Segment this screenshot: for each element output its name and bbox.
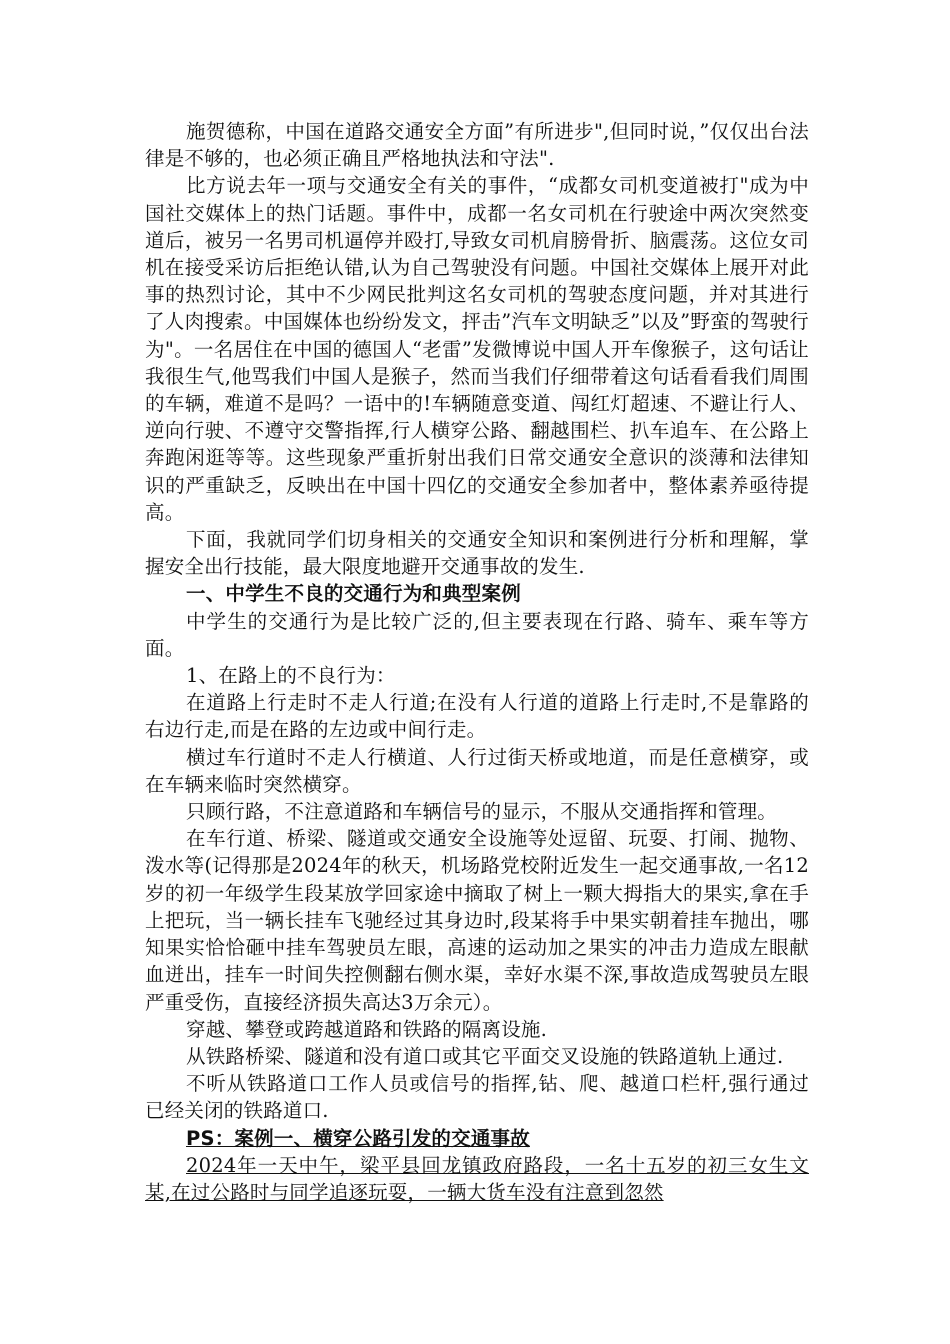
paragraph-crossing: 横过车行道时不走人行横道、人行过街天桥或地道，而是任意横穿，或在车辆来临时突然横穿。 <box>145 745 809 796</box>
paragraph-railway-crossing: 不听从铁路道口工作人员或信号的指挥,钻、爬、越道口栏杆,强行通过已经关闭的铁路道口. <box>145 1072 809 1123</box>
paragraph-signals: 只顾行路，不注意道路和车辆信号的显示，不服从交通指挥和管理。 <box>186 800 778 824</box>
paragraph-intro-quote: 施贺德称，中国在道路交通安全方面”有所进步",但同时说，”仅仅出台法律是不够的，也必须正确且严格地执法和守法". <box>145 120 809 171</box>
paragraph-transition: 下面，我就同学们切身相关的交通安全知识和案例进行分析和理解，掌握安全出行技能，最大限度地避开交通事故的发生. <box>145 528 809 579</box>
case-heading: PS：案例一、横穿公路引发的交通事故 <box>186 1126 530 1150</box>
paragraph-barriers: 穿越、攀登或跨越道路和铁路的隔离设施. <box>186 1017 547 1041</box>
paragraph-chengdu-incident: 比方说去年一项与交通安全有关的事件，“成都女司机变道被打"成为中国社交媒体上的热门话题。事件中，成都一名女司机在行驶途中两次突然变道后，被另一名男司机逼停并殴打,导致女司机肩膀骨折、脑震荡。这位女司机在接受采访后拒绝认错,认为自己驾驶没有问题。中国社交媒体上展开对此事的热烈讨论，其中不少网民批判这名女司机的驾驶态度问题，并对其进行了人肉搜索。中国媒体也纷纷发文，抨击”汽车文明缺乏”以及”野蛮的驾驶行为"。一名居住在中国的德国人“老雷”发微博说中国人开车像猴子，这句话让我很生气,他骂我们中国人是猴子，然而当我们仔细带着这句话看看我们周围的车辆，难道不是吗？一语中的!车辆随意变道、闯红灯超速、不避让行人、逆向行驶、不遵守交警指挥,行人横穿公路、翻越围栏、扒车追车、在公路上奔跑闲逛等等。这些现象严重折射出我们日常交通安全意识的淡薄和法律知识的严重缺乏，反映出在中国十四亿的交通安全参加者中，整体素养亟待提高。 <box>145 174 809 524</box>
paragraph-sidewalk: 在道路上行走时不走人行道;在没有人行道的道路上行走时,不是靠路的右边行走,而是在路的左边或中间行走。 <box>145 691 809 742</box>
paragraph-railway-track: 从铁路桥梁、隧道和没有道口或其它平面交叉设施的铁路道轨上通过. <box>186 1044 784 1068</box>
section-heading: 一、中学生不良的交通行为和典型案例 <box>186 582 521 606</box>
paragraph-student-behavior: 中学生的交通行为是比较广泛的,但主要表现在行路、骑车、乘车等方面。 <box>145 609 809 660</box>
paragraph-playing-on-road: 在车行道、桥梁、隧道或交通安全设施等处逗留、玩耍、打闹、抛物、泼水等(记得那是2024年的秋天，机场路党校附近发生一起交通事故,一名12岁的初一年级学生段某放学回家途中摘取了树上一颗大拇指大的果实,拿在手上把玩，当一辆长挂车飞驰经过其身边时,段某将手中果实朝着挂车抛出，哪知果实恰恰砸中挂车驾驶员左眼，高速的运动加之果实的冲击力造成左眼献血迸出，挂车一时间失控侧翻右侧水渠，幸好水渠不深,事故造成驾驶员左眼严重受伤，直接经济损失高达3万余元）。 <box>145 827 809 1014</box>
paragraph-road-bad-behavior-title: 1、在路上的不良行为： <box>186 664 396 688</box>
case-paragraph: 2024年一天中午，梁平县回龙镇政府路段，一名十五岁的初三女生文某,在过公路时与同学追逐玩耍，一辆大货车没有注意到忽然 <box>145 1153 809 1204</box>
document-page <box>145 118 809 1206</box>
